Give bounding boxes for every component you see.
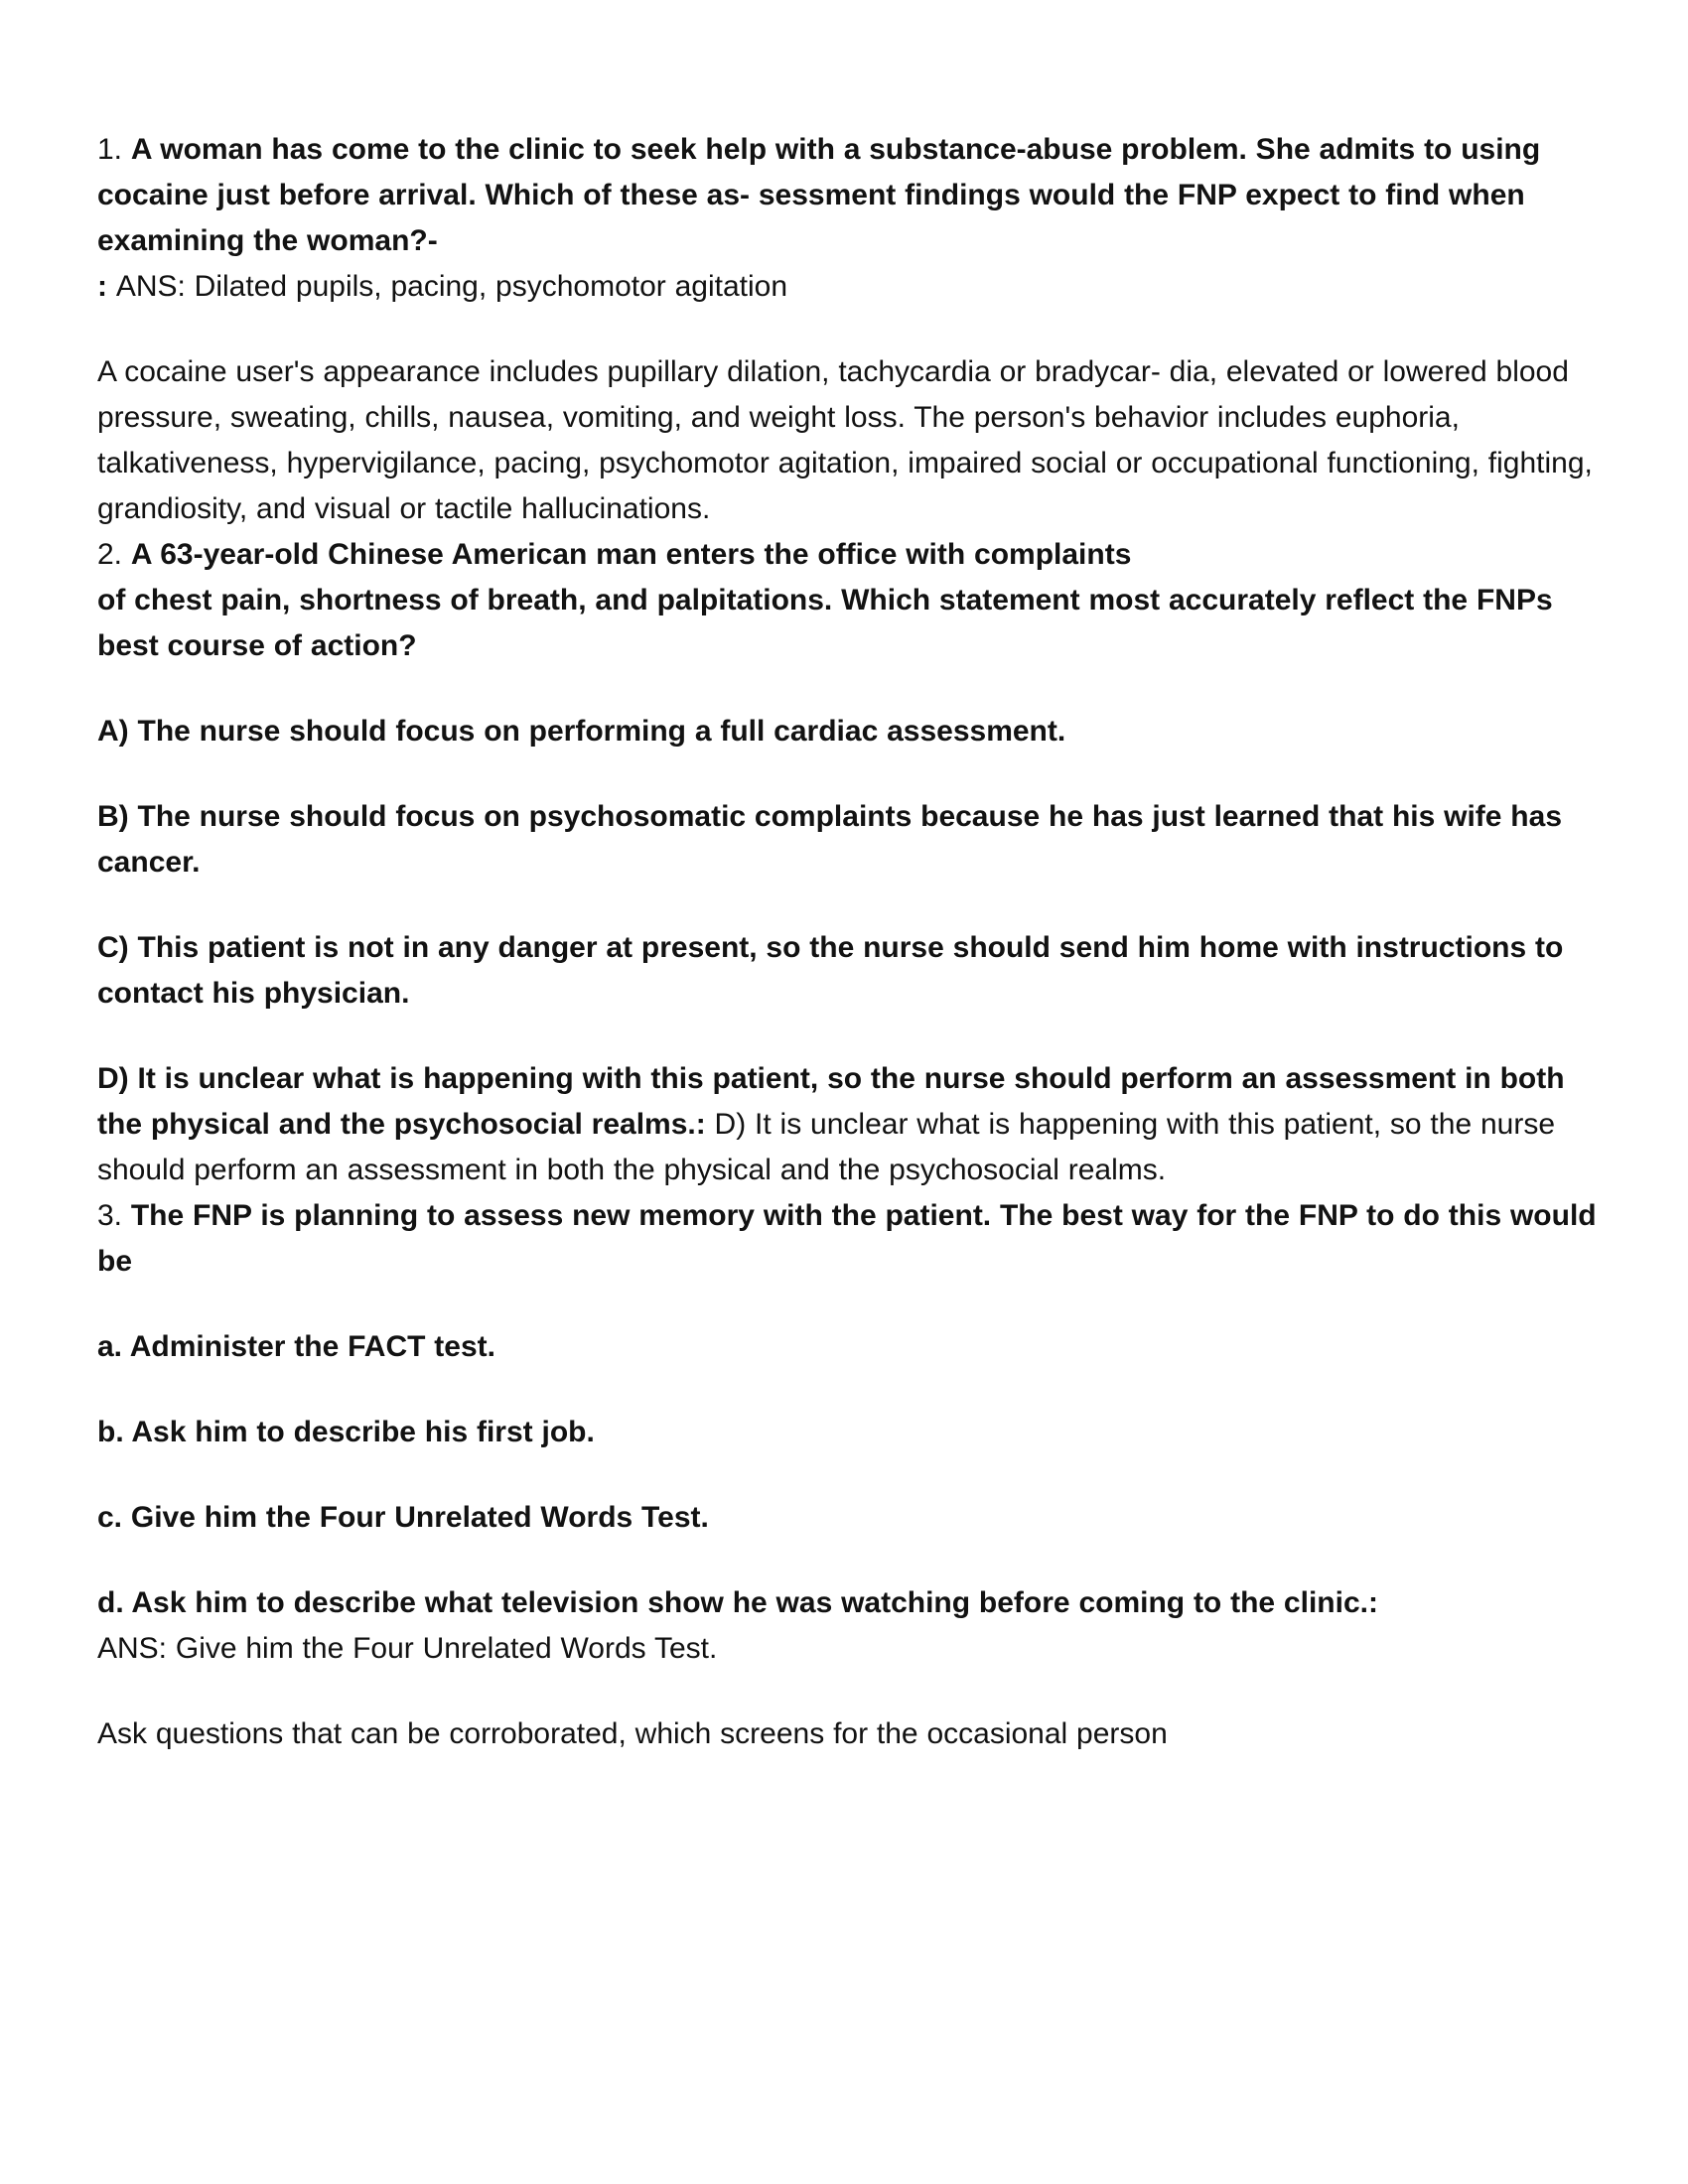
document-body xyxy=(97,127,1597,1757)
text-segment: A) The nurse should focus on performing a full cardiac assessment. xyxy=(97,715,1066,748)
question-1 xyxy=(97,127,1597,310)
text-segment: D) It is unclear what is happening with this patient, so the nurse should perform an assessment in both the physical and the psychosocial realms. xyxy=(97,1108,1556,1186)
text-segment: A 63-year-old Chinese American man enters the office with complaints xyxy=(130,538,1132,571)
text-segment: 3. xyxy=(97,1199,131,1232)
question-3-option-b xyxy=(97,1410,1597,1455)
question-2 xyxy=(97,532,1597,669)
question-3-option-c xyxy=(97,1495,1597,1541)
question-2-option-d-and-answer xyxy=(97,1056,1597,1193)
text-segment: Ask questions that can be corroborated, which screens for the occasional person xyxy=(97,1717,1168,1750)
question-3-option-d-and-answer xyxy=(97,1580,1597,1672)
question-3-option-a xyxy=(97,1324,1597,1370)
text-segment: A woman has come to the clinic to seek help with a substance-abuse problem. She admits to using cocaine just before arrival. Which of these as- sessment findings would the FNP expect to find when examining the woman?- xyxy=(97,133,1541,257)
text-segment: D) It is unclear what is happening with this patient, so the nurse should perform an assessment in both the physical and the psychosocial realms.: xyxy=(97,1062,1565,1141)
question-2-option-a xyxy=(97,709,1597,754)
text-segment: ANS: Give him the Four Unrelated Words Test. xyxy=(97,1632,718,1665)
text-segment: b. Ask him to describe his first job. xyxy=(97,1416,595,1448)
text-segment: 1. xyxy=(97,133,131,166)
text-segment: a. Administer the FACT test. xyxy=(97,1330,495,1363)
rationale-question-3 xyxy=(97,1711,1597,1757)
text-segment: ANS: Dilated pupils, pacing, psychomotor agitation xyxy=(115,270,788,303)
text-segment: of chest pain, shortness of breath, and palpitations. Which statement most accurately reflect the FNPs best course of action? xyxy=(97,584,1553,662)
question-3 xyxy=(97,1193,1597,1285)
rationale-question-1 xyxy=(97,349,1597,532)
text-segment: C) This patient is not in any danger at present, so the nurse should send him home with instructions to contact his physician. xyxy=(97,931,1564,1010)
text-segment: d. Ask him to describe what television show he was watching before coming to the clinic.: xyxy=(97,1586,1378,1619)
question-2-option-c xyxy=(97,925,1597,1017)
text-segment: : xyxy=(97,270,116,303)
text-segment: B) The nurse should focus on psychosomatic complaints because he has just learned that his wife has cancer. xyxy=(97,800,1562,879)
text-segment: The FNP is planning to assess new memory with the patient. The best way for the FNP to do this would be xyxy=(97,1199,1597,1278)
text-segment: c. Give him the Four Unrelated Words Test. xyxy=(97,1501,709,1534)
text-segment: A cocaine user's appearance includes pupillary dilation, tachycardia or bradycar- dia, elevated or lowered blood pressure, sweating, chills, nausea, vomiting, and weight loss. The person's behavior includes euphoria, talkativeness, hypervigilance, pacing, psychomotor agitation, impaired social or occupational functioning, fighting, grandiosity, and visual or tactile hallucinations. xyxy=(97,355,1593,525)
question-2-option-b xyxy=(97,794,1597,886)
text-segment: 2. xyxy=(97,538,131,571)
